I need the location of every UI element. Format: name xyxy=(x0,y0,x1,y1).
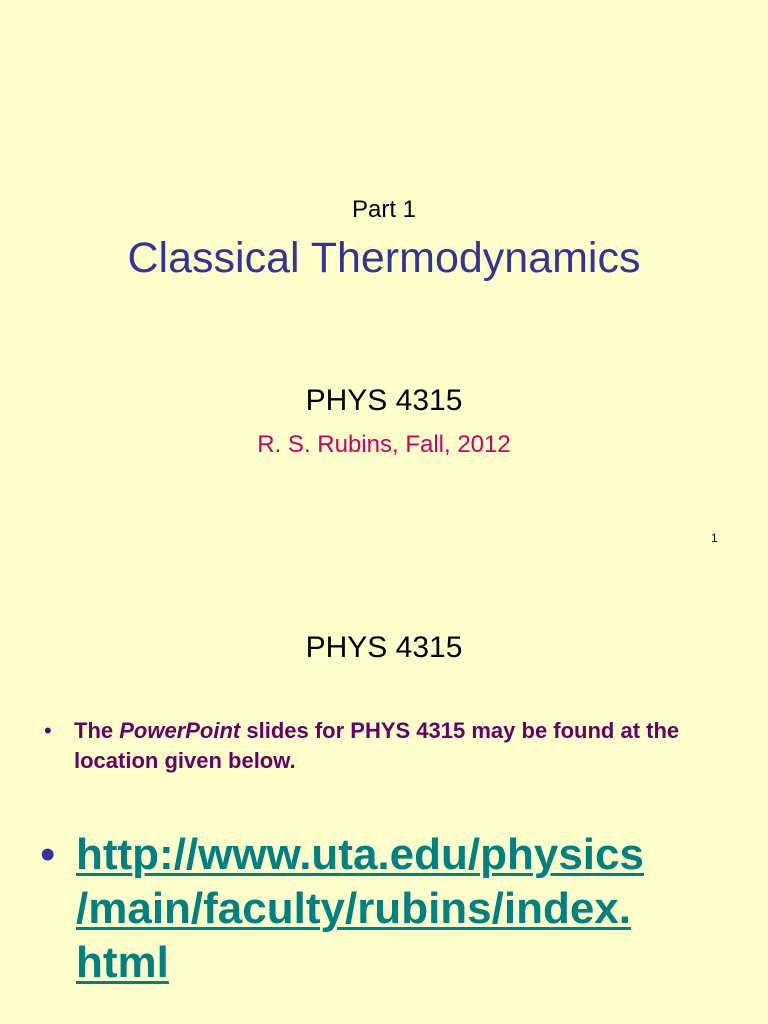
bullet-marker: • xyxy=(44,718,52,743)
link-bullet-item xyxy=(40,828,720,990)
part-label: Part 1 xyxy=(351,196,417,223)
bullet-item xyxy=(44,716,684,776)
url-line: http://www.uta.edu/physics xyxy=(76,830,644,879)
slide-title: PHYS 4315 xyxy=(305,631,463,664)
course-url-link[interactable] xyxy=(76,828,720,990)
bullet-text-start: The xyxy=(74,718,120,743)
slide-2 xyxy=(0,576,768,1024)
slide-number: 1 xyxy=(711,531,718,545)
course-code: PHYS 4315 xyxy=(305,384,463,417)
slide-title: Classical Thermodynamics xyxy=(127,234,641,282)
bullet-text xyxy=(74,716,684,776)
url-line: html xyxy=(76,938,169,987)
powerpoint-emphasis: PowerPoint xyxy=(119,718,241,743)
url-line: /main/faculty/rubins/index. xyxy=(76,884,632,933)
bullet-marker: • xyxy=(40,830,56,879)
author-line: R. S. Rubins, Fall, 2012 xyxy=(257,431,511,458)
bullet-text-end: slides for PHYS 4315 may be found at the location given below. xyxy=(74,718,680,773)
